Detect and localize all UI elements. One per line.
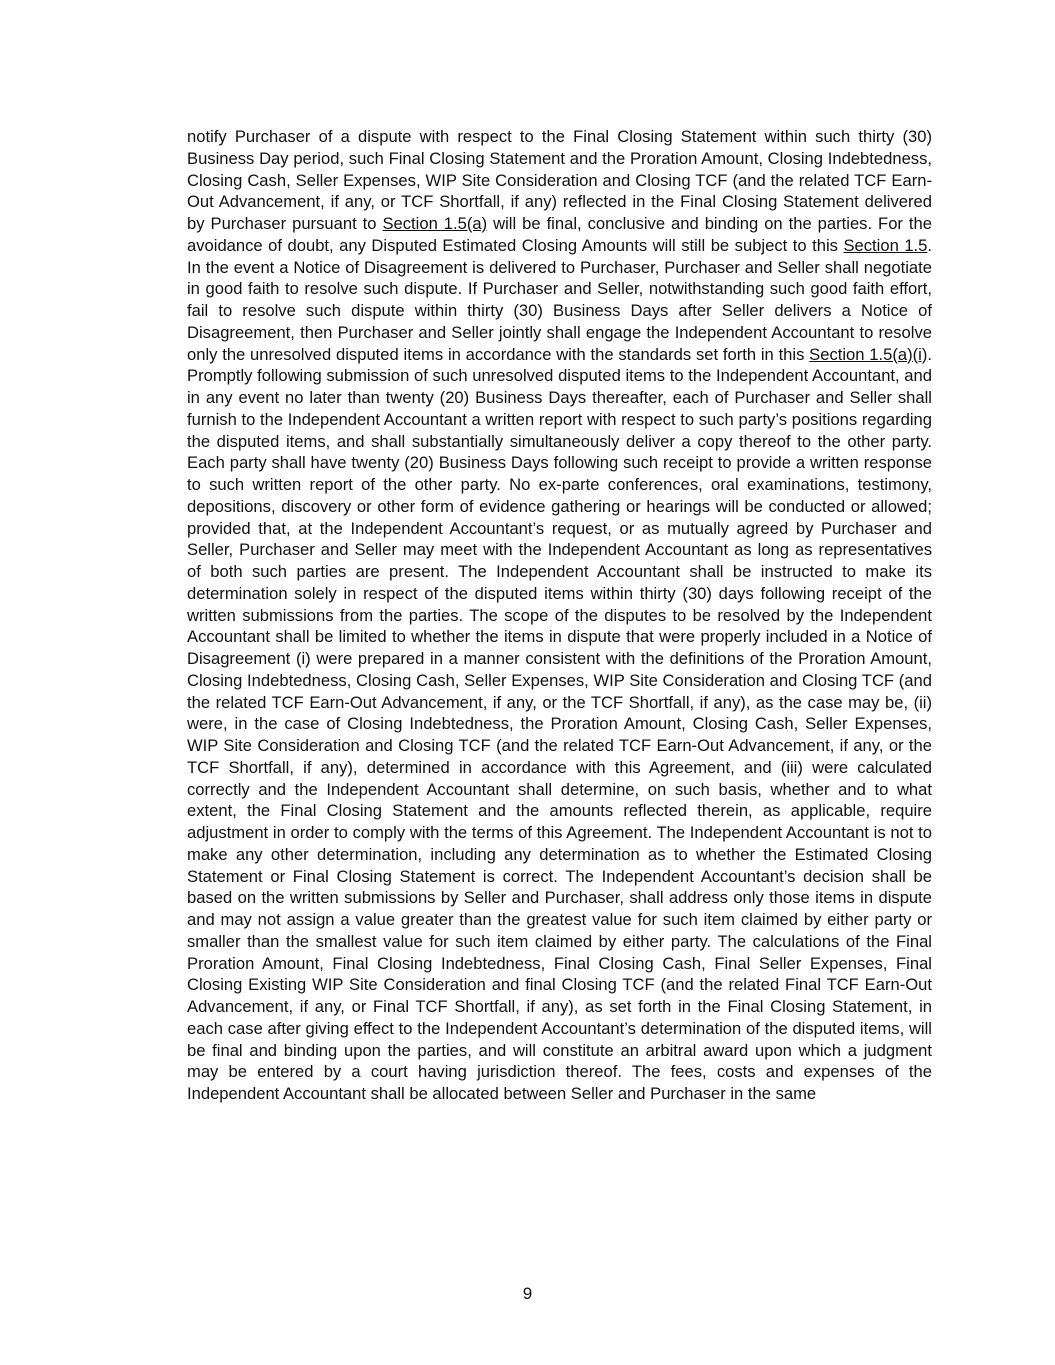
body-paragraph xyxy=(187,126,932,1105)
paragraph-text: . In the event a Notice of Disagreement is delivered to Purchaser, Purchaser and Seller shall negotiate in good faith to resolve such dispute. If Purchaser and Seller, notwithstanding such good faith effort, fail to resolve such dispute within thirty (30) Business Days after Seller delivers a Notice of Disagreement, then Purchaser and Seller jointly shall engage the Independent Accountant to resolve only the unresolved disputed items in accordance with the standards set forth in this xyxy=(187,235,933,364)
paragraph-text: will be final, conclusive and binding on the parties. For the avoidance of doubt, any Disputed Estimated Closing Amounts will still be subject to this xyxy=(187,214,932,255)
page-number: 9 xyxy=(522,1284,533,1303)
section-reference: Section 1.5(a)(i) xyxy=(809,344,928,364)
paragraph-text: notify Purchaser of a dispute with respect to the Final Closing Statement within such thirty (30) Business Day period, such Final Closing Statement and the Proration Amount, Closing Indebtedness, Closing Cash, Seller Expenses, WIP Site Consideration and Closing TCF (and the related TCF Earn-Out Advancement, if any, or TCF Shortfall, if any) reflected in the Final Closing Statement delivered by Purchaser pursuant to xyxy=(187,127,932,233)
section-reference: Section 1.5 xyxy=(843,235,928,255)
paragraph-text: . Promptly following submission of such unresolved disputed items to the Independent Accountant, and in any event no later than twenty (20) Business Days thereafter, each of Purchaser and Seller shall furnish to the Independent Accountant a written report with respect to such party’s positions regarding the disputed items, and shall substantially simultaneously deliver a copy thereof to the other party. Each party shall have twenty (20) Business Days following such receipt to provide a written response to such written report of the other party. No ex-parte conferences, oral examinations, testimony, depositions, discovery or other form of evidence gathering or hearings will be conducted or allowed; provided that, at the Independent Accountant’s request, or as mutually agreed by Purchaser and Seller, Purchaser and Seller may meet with the Independent Accountant as long as representatives of both such parties are present. The Independent Accountant shall be instructed to make its determination solely in respect of the disputed items within thirty (30) days following receipt of the written submissions from the parties. The scope of the disputes to be resolved by the Independent Accountant shall be limited to whether the items in dispute that were properly included in a Notice of Disagreement (i) were prepared in a manner consistent with the definitions of the Proration Amount, Closing Indebtedness, Closing Cash, Seller Expenses, WIP Site Consideration and Closing TCF (and the related TCF Earn-Out Advancement, if any, or the TCF Shortfall, if any), as the case may be, (ii) were, in the case of Closing Indebtedness, the Proration Amount, Closing Cash, Seller Expenses, WIP Site Consideration and Closing TCF (and the related TCF Earn-Out Advancement, if any, or the TCF Shortfall, if any), determined in accordance with this Agreement, and (iii) were calculated correctly and the Independent Accountant shall determine, on such basis, whether and to what extent, the Final Closing Statement and the amounts reflected therein, as applicable, require adjustment in order to comply with the terms of this Agreement. The Independent Accountant is not to make any other determination, including any determination as to whether the Estimated Closing Statement or Final Closing Statement is correct. The Independent Accountant’s decision shall be based on the written submissions by Seller and Purchaser, shall address only those items in dispute and may not assign a value greater than the greatest value for such item claimed by either party or smaller than the smallest value for such item claimed by either party. The calculations of the Final Proration Amount, Final Closing Indebtedness, Final Closing Cash, Final Seller Expenses, Final Closing Existing WIP Site Consideration and final Closing TCF (and the related Final TCF Earn-Out Advancement, if any, or Final TCF Shortfall, if any), as set forth in the Final Closing Statement, in each case after giving effect to the Independent Accountant’s determination of the disputed items, will be final and binding upon the parties, and will constitute an arbitral award upon which a judgment may be entered by a court having jurisdiction thereof. The fees, costs and expenses of the Independent Accountant shall be allocated between Seller and Purchaser in the same xyxy=(187,344,933,1103)
section-reference: Section 1.5(a) xyxy=(382,214,488,233)
